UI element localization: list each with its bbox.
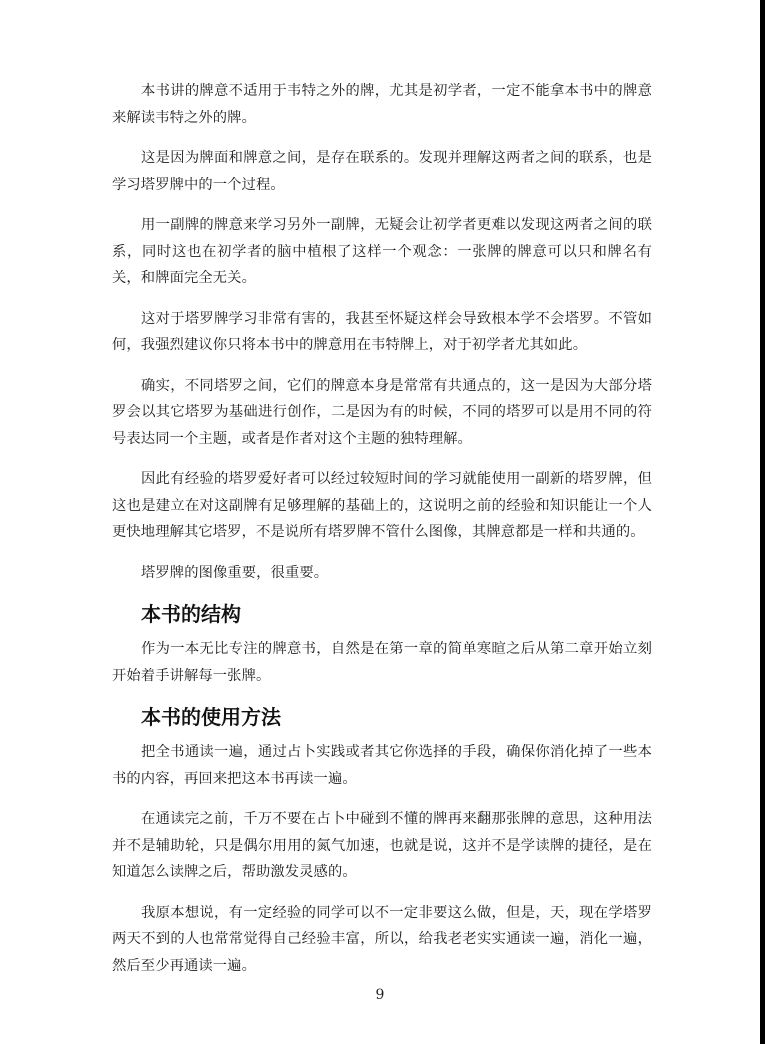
- document-page: [112, 78, 652, 993]
- paragraph: 作为一本无比专注的牌意书，自然是在第一章的简单寒暄之后从第二章开始立刻开始着手讲解每一张牌。: [112, 641, 652, 684]
- paragraph: 把全书通读一遍，通过占卜实践或者其它你选择的手段，确保你消化掉了一些本书的内容，再回来把这本书再读一遍。: [112, 744, 652, 787]
- paragraph: 我原本想说，有一定经验的同学可以不一定非要这么做，但是，天，现在学塔罗两天不到的人也常常觉得自己经验丰富，所以，给我老老实实通读一遍，消化一遍，然后至少再通读一遍。: [112, 904, 652, 974]
- paragraph: 用一副牌的牌意来学习另外一副牌，无疑会让初学者更难以发现这两者之间的联系，同时这也在初学者的脑中植根了这样一个观念：一张牌的牌意可以只和牌名有关，和牌面完全无关。: [112, 217, 652, 286]
- paragraph: 塔罗牌的图像重要，很重要。: [141, 564, 329, 581]
- paragraph: 在通读完之前，千万不要在占卜中碰到不懂的牌再来翻那张牌的意思，这种用法并不是辅助轮，只是偶尔用用的氮气加速，也就是说，这并不是学读牌的捷径，是在知道怎么读牌之后，帮助激发灵感的。: [112, 811, 652, 880]
- paragraph: 本书讲的牌意不适用于韦特之外的牌，尤其是初学者，一定不能拿本书中的牌意来解读韦特之外的牌。: [112, 83, 652, 126]
- paragraph: 这对于塔罗牌学习非常有害的，我甚至怀疑这样会导致根本学不会塔罗。不管如何，我强烈建议你只将本书中的牌意用在韦特牌上，对于初学者尤其如此。: [112, 310, 652, 353]
- paragraph: 这是因为牌面和牌意之间，是存在联系的。发现并理解这两者之间的联系，也是学习塔罗牌中的一个过程。: [112, 150, 652, 193]
- section-heading-usage: 本书的使用方法: [141, 705, 281, 729]
- section-heading-structure: 本书的结构: [141, 602, 241, 626]
- paragraph: 确实，不同塔罗之间，它们的牌意本身是常常有共通点的，这一是因为大部分塔罗会以其它塔罗为基础进行创作，二是因为有的时候，不同的塔罗可以是用不同的符号表达同一个主题，或者是作者对这个主题的独特理解。: [112, 377, 652, 447]
- page-edge-border: [760, 0, 765, 1044]
- paragraph: 因此有经验的塔罗爱好者可以经过较短时间的学习就能使用一副新的塔罗牌，但这也是建立在对这副牌有足够理解的基础上的，这说明之前的经验和知识能让一个人更快地理解其它塔罗，不是说所有塔罗牌不管什么图像，其牌意都是一样和共通的。: [112, 471, 652, 540]
- page-number: 9: [375, 987, 385, 1003]
